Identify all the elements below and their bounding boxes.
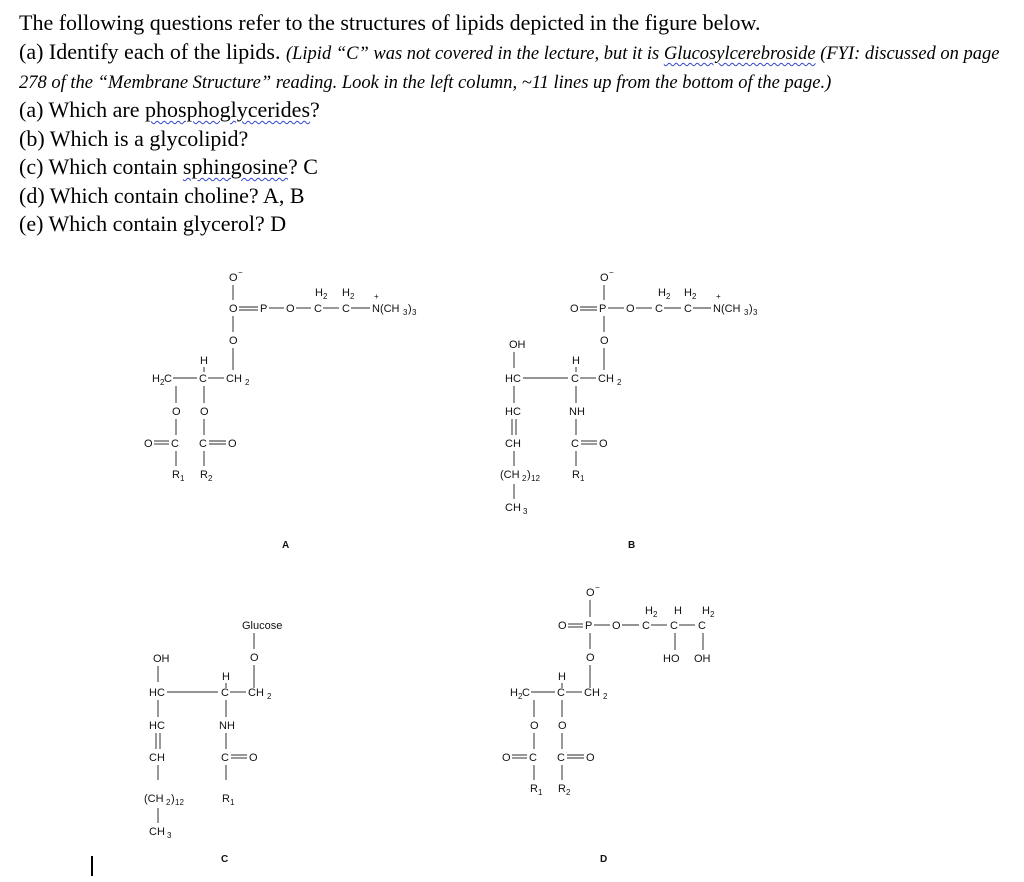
panel-label-a: A [282, 540, 290, 551]
c-c-center: C [221, 687, 229, 699]
d-o-bridge: O [586, 652, 595, 664]
c-ch3-sub: 3 [167, 831, 172, 840]
b-n-sub: 3 [744, 308, 749, 317]
b-p: P [599, 303, 607, 315]
a-h2-2: H [342, 287, 350, 299]
text-cursor [91, 856, 93, 876]
a-c-right: C [199, 438, 207, 450]
d-oh: OH [694, 653, 711, 665]
d-h2-2-sub: 2 [710, 610, 715, 619]
a-n-close: ) [408, 303, 412, 315]
b-plus: + [716, 292, 721, 301]
c-ch2n: (CH [144, 793, 164, 805]
d-p: P [585, 620, 593, 632]
c-o-carbonyl: O [249, 752, 258, 764]
b-o-carbonyl: O [599, 438, 608, 450]
d-c2: C [670, 620, 678, 632]
c-nh: NH [219, 720, 235, 732]
d-c-center: C [557, 687, 565, 699]
b-c2: C [684, 303, 692, 315]
b-oh: OH [509, 339, 526, 351]
b-o-bridge: O [600, 335, 609, 347]
b-h2-2-sub: 2 [692, 292, 697, 301]
b-h-center: H [572, 355, 580, 367]
d-ch2-sub: 2 [603, 692, 608, 701]
a-c-center: C [199, 373, 207, 385]
panel-label-c: C [221, 854, 229, 865]
b-ch2: CH [598, 373, 614, 385]
c-ch2-sub: 2 [267, 692, 272, 701]
b-c-carbonyl: C [571, 438, 579, 450]
d-h2-1-sub: 2 [653, 610, 658, 619]
a-h2-2-sub: 2 [350, 292, 355, 301]
b-o-minus: O [600, 272, 609, 284]
b-c-center: C [571, 373, 579, 385]
b-h2-2: H [684, 287, 692, 299]
a-h2-1-sub: 2 [323, 292, 328, 301]
structure-a [144, 268, 417, 551]
b-hc-1: HC [505, 373, 521, 385]
part-a-note-1: (Lipid “C” was not covered in the lecture, but it is [285, 44, 664, 64]
a-ch2: CH [226, 373, 242, 385]
b-ch2n-sub: 2 [522, 474, 527, 483]
a-r1-sub: 1 [180, 474, 185, 483]
d-r1-sub: 1 [538, 788, 543, 797]
a-o-double: O [229, 303, 238, 315]
c-ch2: CH [248, 687, 264, 699]
structure-b [500, 268, 758, 551]
question-a-post: ? [310, 97, 320, 122]
a-c1: C [314, 303, 322, 315]
b-h2-1-sub: 2 [666, 292, 671, 301]
d-r2-sub: 2 [566, 788, 571, 797]
c-h-center: H [222, 671, 230, 683]
c-ch3: CH [149, 826, 165, 838]
c-ch2n-sub-12: 12 [175, 798, 184, 807]
a-c-left: C [171, 438, 179, 450]
a-o-minus-sign: − [238, 268, 243, 277]
part-a-note-term: Glucosylcerebroside [663, 44, 816, 64]
a-h2c-c: C [164, 373, 172, 385]
a-r1: R [172, 469, 180, 481]
a-n-close-sub: 3 [412, 308, 417, 317]
d-c-left: C [529, 752, 537, 764]
question-c-pre: (c) Which contain [19, 154, 183, 179]
d-o-ester: O [612, 620, 621, 632]
a-o-ester: O [286, 303, 295, 315]
c-ch2n-sub: 2 [166, 798, 171, 807]
question-c-post: ? C [288, 154, 318, 179]
d-o-carbonyl-right: O [586, 752, 595, 764]
c-hc-2: HC [149, 720, 165, 732]
structure-c [144, 620, 282, 865]
a-c2: C [342, 303, 350, 315]
b-c1: C [655, 303, 663, 315]
a-h2c-sub: 2 [160, 378, 165, 387]
c-r1: R [222, 793, 230, 805]
panel-label-d: D [600, 854, 608, 865]
b-hc-2: HC [505, 406, 521, 418]
c-ch2n-close: ) [171, 793, 175, 805]
a-h2-1: H [315, 287, 323, 299]
d-o-left: O [530, 720, 539, 732]
b-n-close-sub: 3 [753, 308, 758, 317]
c-r1-sub: 1 [230, 798, 235, 807]
c-oh: OH [153, 653, 170, 665]
b-nh: NH [569, 406, 585, 418]
b-ch2n: (CH [500, 469, 520, 481]
b-ch: CH [505, 438, 521, 450]
a-n: N(CH [372, 303, 400, 315]
d-r2: R [558, 783, 566, 795]
question-d-pre: (d) Which contain choline? A, B [19, 182, 305, 208]
a-o-left: O [172, 406, 181, 418]
question-a-pre: (a) Which are [19, 97, 146, 122]
panel-label-b: B [628, 540, 636, 551]
d-c1: C [642, 620, 650, 632]
d-h2-1: H [645, 605, 653, 617]
question-e-pre: (e) Which contain glycerol? D [19, 211, 287, 236]
d-r1: R [530, 783, 538, 795]
b-ch2n-close: ) [527, 469, 531, 481]
a-plus: + [374, 292, 379, 301]
part-a-note-2: (FYI: discussed on page 278 of the “Membrane Structure” reading. Look in the left column, ~11 lines up from the bottom of the page.) [19, 44, 1000, 93]
c-o-bridge: O [250, 652, 259, 664]
d-h-center: H [558, 671, 566, 683]
a-o-carbonyl-left: O [144, 438, 153, 450]
b-ch3-sub: 3 [523, 507, 528, 516]
a-o-minus: O [229, 272, 238, 284]
structure-d [502, 583, 715, 865]
b-h2-1: H [658, 287, 666, 299]
c-glucose: Glucose [242, 620, 283, 632]
d-c3: C [698, 620, 706, 632]
d-ch2: CH [584, 687, 600, 699]
d-h2c: H [510, 687, 518, 699]
b-ch3: CH [505, 502, 521, 514]
d-o-carbonyl-left: O [502, 752, 511, 764]
d-o-right: O [558, 720, 567, 732]
a-o-carbonyl-right: O [228, 438, 237, 450]
b-ch2n-sub-12: 12 [531, 474, 540, 483]
d-o-minus: O [586, 587, 595, 599]
question-b-pre: (b) Which is a glycolipid? [19, 125, 249, 151]
d-h: H [674, 605, 682, 617]
a-o-right: O [200, 406, 209, 418]
b-o-minus-sign: − [609, 268, 614, 277]
question-a-term: phosphoglycerides [145, 97, 310, 122]
d-c-right: C [557, 752, 565, 764]
b-r1: R [572, 469, 580, 481]
d-o-double: O [558, 620, 567, 632]
b-r1-sub: 1 [580, 474, 585, 483]
d-o-minus-sign: − [595, 583, 600, 592]
a-h-center: H [200, 355, 208, 367]
b-o-ester: O [626, 303, 635, 315]
a-r2: R [200, 469, 208, 481]
b-n: N(CH [713, 303, 741, 315]
part-a-prefix: (a) Identify each of the lipids. [19, 39, 286, 64]
a-r2-sub: 2 [208, 474, 213, 483]
question-c-term: sphingosine [182, 154, 289, 179]
d-ho: HO [663, 653, 680, 665]
a-h2c: H [152, 373, 160, 385]
d-h2c-sub: 2 [518, 692, 523, 701]
d-h2c-c: C [522, 687, 530, 699]
a-o-bridge: O [229, 335, 238, 347]
intro-text: The following questions refer to the structures of lipids depicted in the figure below. [19, 10, 761, 35]
b-n-close: ) [749, 303, 753, 315]
c-c-carbonyl: C [221, 752, 229, 764]
b-ch2-sub: 2 [617, 378, 622, 387]
a-ch2-sub: 2 [245, 378, 250, 387]
c-ch: CH [149, 752, 165, 764]
a-p: P [260, 303, 268, 315]
a-n-sub: 3 [403, 308, 408, 317]
d-h2-2: H [702, 605, 710, 617]
b-o-double: O [570, 303, 579, 315]
c-hc-1: HC [149, 687, 165, 699]
